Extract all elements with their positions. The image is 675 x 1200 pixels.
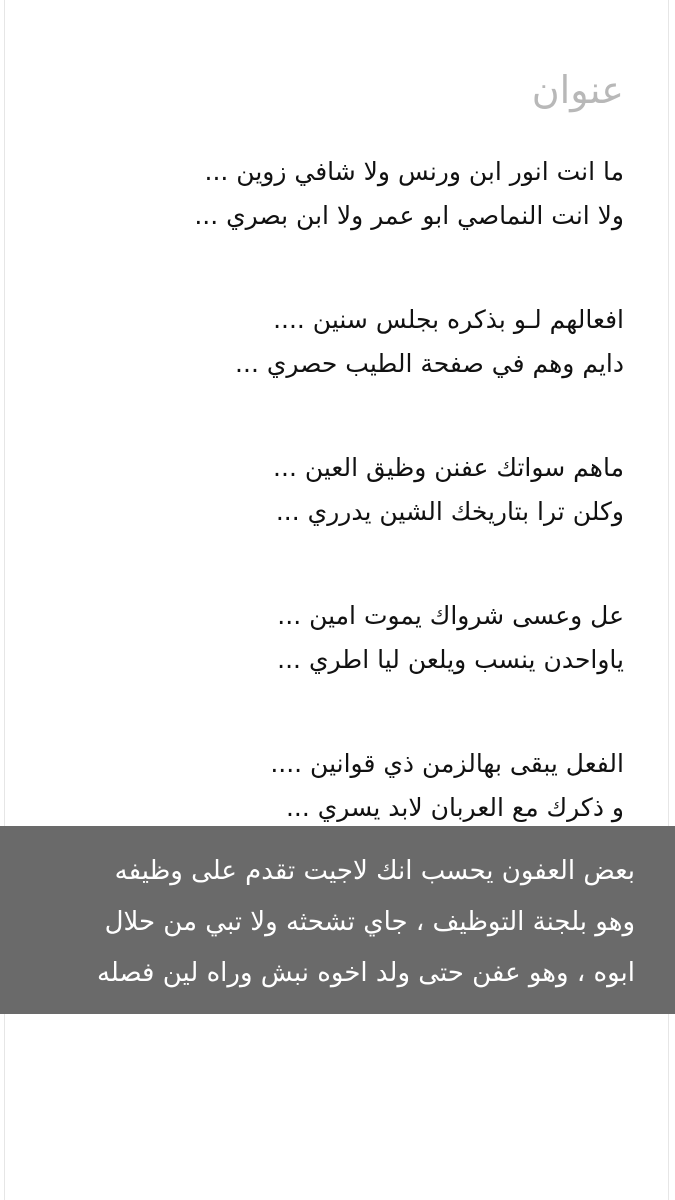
poem-line: و ذكرك مع العربان لابد يسري ... bbox=[285, 793, 624, 822]
poem-body[interactable] bbox=[24, 150, 624, 890]
note-page bbox=[4, 0, 669, 1200]
caption-line: ابوه ، وهو عفن حتى ولد اخوه نبش وراه لين فصله bbox=[96, 958, 635, 988]
poem-line: دايم وهم في صفحة الطيب حصري ... bbox=[235, 349, 624, 378]
poem-line: ولا انت النماصي ابو عمر ولا ابن بصري ... bbox=[194, 201, 624, 230]
poem-line: افعالهم لـو بذكره بجلس سنين .... bbox=[273, 305, 624, 334]
caption-line: بعض العفون يحسب انك لاجيت تقدم على وظيفه bbox=[114, 856, 635, 886]
poem-line: ماهم سواتك عفنن وظيق العين ... bbox=[273, 453, 624, 482]
caption-line: وهو بلجنة التوظيف ، جاي تشحثه ولا تبي من حلال bbox=[104, 907, 635, 937]
poem-line: وكلن ترا بتاريخك الشين يدرري ... bbox=[275, 497, 624, 526]
caption-overlay[interactable] bbox=[0, 826, 675, 1014]
poem-line: عل وعسى شرواك يموت امين ... bbox=[277, 601, 624, 630]
poem-line: ما انت انور ابن ورنس ولا شافي زوين ... bbox=[204, 157, 624, 186]
note-title[interactable]: عنوان bbox=[531, 68, 624, 112]
stanza-2 bbox=[24, 298, 624, 386]
stanza-1 bbox=[24, 150, 624, 238]
stanza-4 bbox=[24, 594, 624, 682]
poem-line: الفعل يبقى بهالزمن ذي قوانين .... bbox=[270, 749, 624, 778]
stanza-5 bbox=[24, 742, 624, 830]
poem-line: ياواحدن ينسب ويلعن ليا اطري ... bbox=[277, 645, 624, 674]
stanza-3 bbox=[24, 446, 624, 534]
